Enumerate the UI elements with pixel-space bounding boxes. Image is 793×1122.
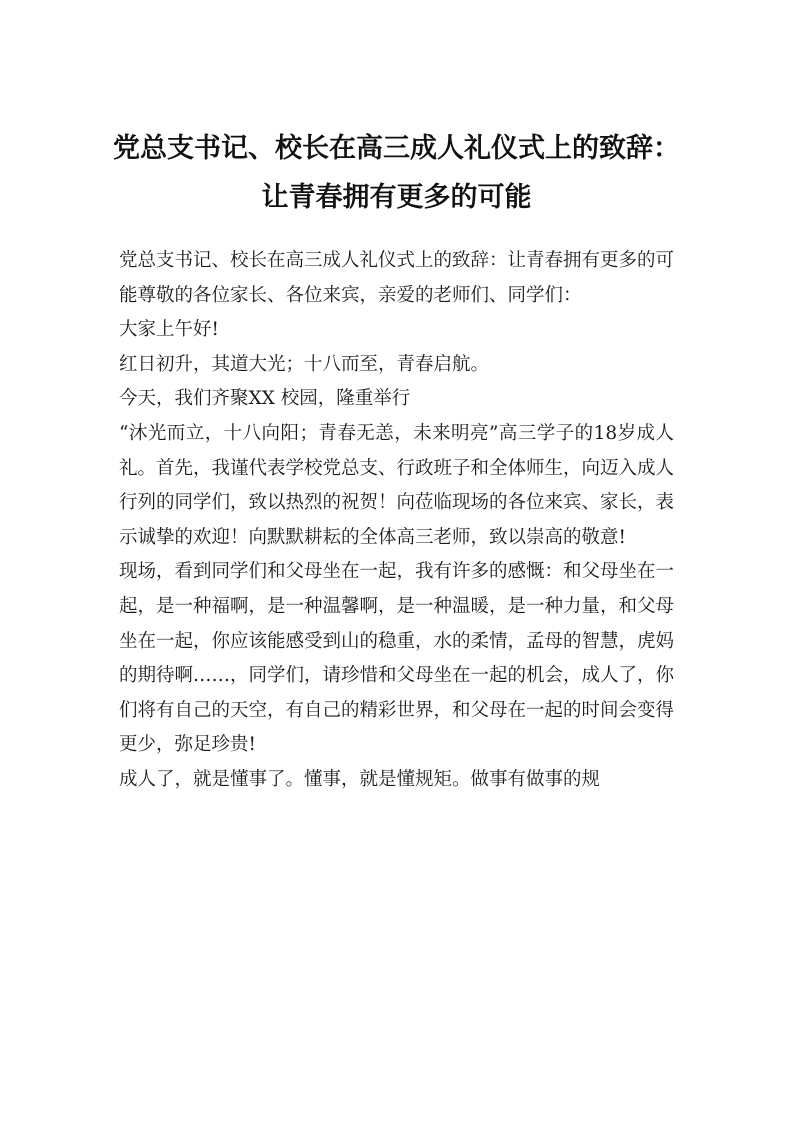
paragraph: 现场，看到同学们和父母坐在一起，我有许多的感慨：和父母坐在一起，是一种福啊，是一种温馨啊，是一种温暖，是一种力量，和父母坐在一起，你应该能感受到山的稳重，水的柔情，孟母的智慧，虎妈的期待啊……，同学们，请珍惜和父母坐在一起的机会，成人了，你们将有自己的天空，有自己的精彩世界，和父母在一起的时间会变得更少，弥足珍贵! bbox=[119, 561, 675, 756]
paragraph: 大家上午好! bbox=[119, 319, 219, 341]
document-title: 党总支书记、校长在高三成人礼仪式上的致辞：让青春拥有更多的可能 bbox=[113, 133, 680, 213]
paragraph: 今天，我们齐聚XX 校园，隆重举行 bbox=[119, 388, 411, 410]
paragraph: “沐光而立，十八向阳；青春无恙，未来明亮”高三学子的18岁成人礼。首先，我谨代表学校党总支、行政班子和全体师生，向迈入成人行列的同学们，致以热烈的祝贺！向莅临现场的各位来宾、家长，表示诚挚的欢迎！向默默耕耘的全体高三老师，致以崇高的敬意! bbox=[119, 422, 675, 548]
paragraph: 成人了，就是懂事了。懂事，就是懂规矩。做事有做事的规 bbox=[119, 768, 601, 790]
paragraph: 红日初升，其道大光；十八而至，青春启航。 bbox=[119, 353, 490, 375]
paragraph: 党总支书记、校长在高三成人礼仪式上的致辞：让青春拥有更多的可能尊敬的各位家长、各位来宾，亲爱的老师们、同学们： bbox=[119, 250, 675, 306]
document-body bbox=[119, 244, 674, 798]
